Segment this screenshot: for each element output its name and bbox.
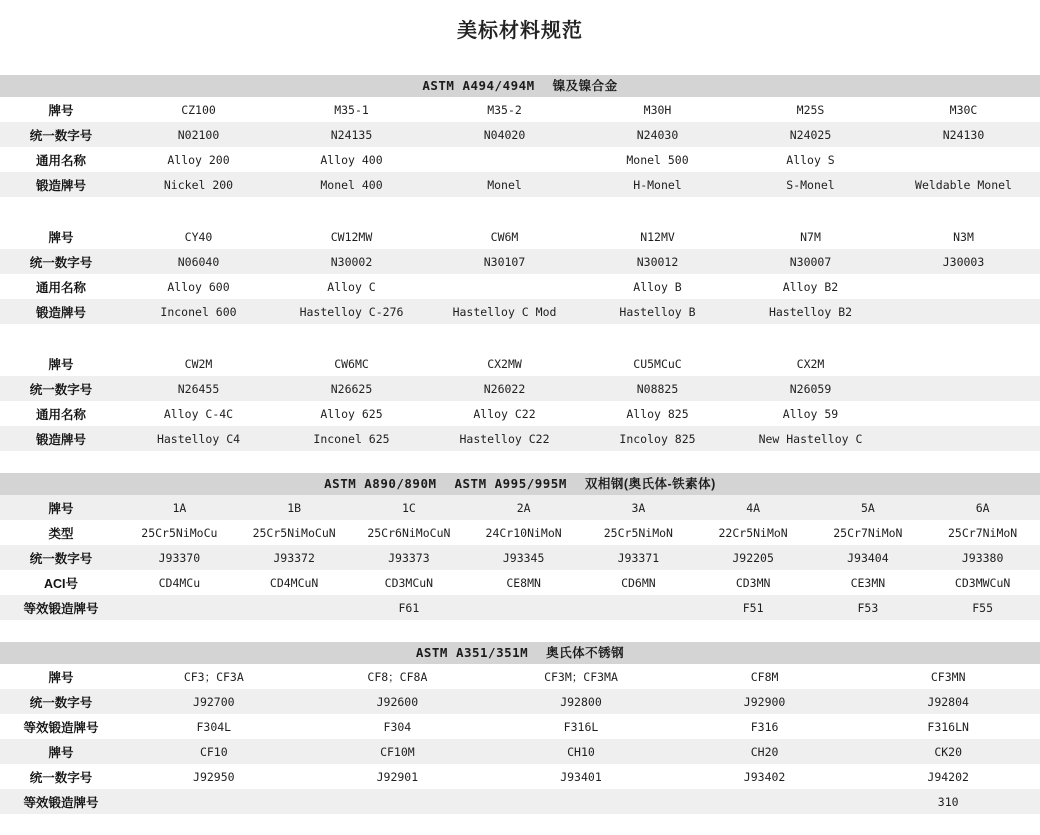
cell: F53 xyxy=(811,595,926,620)
cell xyxy=(237,595,352,620)
table-a351 xyxy=(0,664,1040,814)
cell: CF3M；CF3MA xyxy=(544,669,618,684)
section-standard-label: ASTM A351/351M xyxy=(415,645,529,660)
cell: J93372 xyxy=(237,545,352,570)
cell: 22Cr5NiMoN xyxy=(718,525,788,540)
row-label: 通用名称 xyxy=(35,280,86,295)
row-label: 锻造牌号 xyxy=(0,172,122,197)
section-a890 xyxy=(0,473,1040,620)
cell: J93370 xyxy=(122,545,237,570)
cell xyxy=(428,147,581,172)
table-spacer-row xyxy=(0,324,1040,351)
row-label: 牌号 xyxy=(0,495,122,520)
cell: J93373 xyxy=(352,545,467,570)
table-row xyxy=(0,714,1040,739)
cell: CW12MW xyxy=(330,229,373,244)
cell: CW6M xyxy=(490,229,519,244)
cell: F304L xyxy=(196,719,232,734)
cell: N3M xyxy=(953,229,974,244)
cell xyxy=(581,595,696,620)
cell: 25Cr5NiMoN xyxy=(603,525,673,540)
cell: J92900 xyxy=(673,689,857,714)
cell: CD6MN xyxy=(621,575,656,590)
cell: 3A xyxy=(581,495,696,520)
cell: N04020 xyxy=(428,122,581,147)
row-label: ACI号 xyxy=(43,576,79,591)
cell: J93402 xyxy=(743,769,786,784)
cell: Monel 400 xyxy=(275,172,428,197)
cell: Hastelloy C4 xyxy=(122,426,275,451)
table-row xyxy=(0,376,1040,401)
row-label: 统一数字号 xyxy=(0,376,122,401)
table-a494-block1 xyxy=(0,97,1040,451)
cell xyxy=(122,789,306,814)
table-row xyxy=(0,789,1040,814)
section-a351 xyxy=(0,642,1040,814)
row-label: 通用名称 xyxy=(35,407,86,422)
cell: N02100 xyxy=(122,122,275,147)
cell: 25Cr6NiMoCuN xyxy=(367,525,451,540)
cell xyxy=(887,351,1040,376)
table-row xyxy=(0,520,1040,545)
table-row xyxy=(0,401,1040,426)
cell: CE3MN xyxy=(850,575,886,590)
cell: Weldable Monel xyxy=(887,172,1040,197)
cell: 25Cr7NiMoN xyxy=(833,525,903,540)
table-row xyxy=(0,545,1040,570)
cell: H-Monel xyxy=(581,172,734,197)
cell: F61 xyxy=(352,595,467,620)
section-header-a890 xyxy=(0,473,1040,495)
cell: CU5MCuC xyxy=(633,356,682,371)
cell: Hastelloy C22 xyxy=(428,426,581,451)
row-label: 牌号 xyxy=(48,670,74,685)
page-title: 美标材料规范 xyxy=(457,20,583,42)
table-row xyxy=(0,764,1040,789)
section-header-a494 xyxy=(0,75,1040,97)
row-label: 牌号 xyxy=(48,357,74,372)
cell: J93371 xyxy=(581,545,696,570)
table-row xyxy=(0,274,1040,299)
cell: 1A xyxy=(122,495,237,520)
cell: J93404 xyxy=(811,545,926,570)
section-name-label: 双相钢(奥氏体-铁素体) xyxy=(584,477,716,491)
cell: N06040 xyxy=(122,249,275,274)
cell: N26059 xyxy=(734,376,887,401)
cell: Alloy S xyxy=(786,152,835,167)
cell: CF8；CF8A xyxy=(367,669,428,684)
cell: F51 xyxy=(696,595,811,620)
cell: New Hastelloy C xyxy=(734,426,887,451)
cell: CD3MCuN xyxy=(384,575,434,590)
row-label: 统一数字号 xyxy=(29,770,93,785)
cell xyxy=(887,147,1040,172)
row-label: 等效锻造牌号 xyxy=(0,595,122,620)
cell: F304 xyxy=(383,719,412,734)
cell: CY40 xyxy=(184,229,213,244)
row-label: 等效锻造牌号 xyxy=(0,789,122,814)
row-label: 牌号 xyxy=(0,739,122,764)
cell: J92901 xyxy=(376,769,419,784)
cell xyxy=(673,789,857,814)
cell: N26022 xyxy=(428,376,581,401)
table-row xyxy=(0,426,1040,451)
cell: CF8M xyxy=(750,669,779,684)
cell: F316LN xyxy=(927,719,969,734)
section-a494 xyxy=(0,75,1040,451)
row-label: 牌号 xyxy=(48,230,74,245)
cell xyxy=(887,274,1040,299)
section-standard-label: ASTM A890/890M xyxy=(324,476,437,491)
cell: J92804 xyxy=(856,689,1040,714)
cell: CH10 xyxy=(489,739,673,764)
cell: Monel 500 xyxy=(626,152,689,167)
cell: Alloy 625 xyxy=(320,406,383,421)
row-label: 通用名称 xyxy=(35,153,86,168)
cell: CF10 xyxy=(122,739,306,764)
cell xyxy=(887,299,1040,324)
cell: M25S xyxy=(796,102,825,117)
cell: Alloy 825 xyxy=(626,406,689,421)
table-row xyxy=(0,172,1040,197)
cell: N26625 xyxy=(275,376,428,401)
row-label: 锻造牌号 xyxy=(0,299,122,324)
cell: J93345 xyxy=(466,545,581,570)
row-label: 统一数字号 xyxy=(0,545,122,570)
cell: N30012 xyxy=(581,249,734,274)
cell: CD4MCuN xyxy=(269,575,319,590)
cell: J92600 xyxy=(306,689,490,714)
cell: J93380 xyxy=(925,545,1040,570)
row-label: 锻造牌号 xyxy=(0,426,122,451)
cell: 25Cr5NiMoCu xyxy=(141,525,218,540)
cell: Hastelloy B xyxy=(581,299,734,324)
table-row xyxy=(0,595,1040,620)
cell: S-Monel xyxy=(734,172,887,197)
cell xyxy=(428,274,581,299)
section-standard-label: ASTM A494/494M xyxy=(422,78,535,93)
cell: N24135 xyxy=(275,122,428,147)
table-a890 xyxy=(0,495,1040,620)
cell: Alloy C22 xyxy=(473,406,536,421)
cell: Alloy C-4C xyxy=(163,406,234,421)
cell xyxy=(887,426,1040,451)
cell: J94202 xyxy=(927,769,969,784)
cell: N30002 xyxy=(275,249,428,274)
cell: M35-1 xyxy=(334,102,369,117)
cell: Monel xyxy=(428,172,581,197)
section-standard-label-2: ASTM A995/995M xyxy=(454,476,567,491)
cell xyxy=(122,595,237,620)
cell: J92700 xyxy=(122,689,306,714)
cell xyxy=(489,789,673,814)
cell: Incoloy 825 xyxy=(581,426,734,451)
cell: J30003 xyxy=(887,249,1040,274)
cell: CD4MCu xyxy=(158,575,201,590)
cell: 5A xyxy=(811,495,926,520)
cell: Alloy B2 xyxy=(782,279,839,294)
section-gap-1 xyxy=(0,451,1040,473)
cell: Alloy B xyxy=(633,279,682,294)
cell: Hastelloy C Mod xyxy=(428,299,581,324)
row-label: 统一数字号 xyxy=(0,689,122,714)
cell: Alloy 400 xyxy=(320,152,383,167)
row-label: 等效锻造牌号 xyxy=(23,720,99,735)
cell xyxy=(887,376,1040,401)
table-row xyxy=(0,739,1040,764)
table-row xyxy=(0,299,1040,324)
table-row xyxy=(0,147,1040,172)
cell: CZ100 xyxy=(181,102,216,117)
cell: Alloy 200 xyxy=(167,152,230,167)
cell: Alloy 600 xyxy=(167,279,230,294)
cell: Alloy C xyxy=(327,279,376,294)
row-label: 统一数字号 xyxy=(0,249,122,274)
cell: 24Cr10NiMoN xyxy=(485,525,562,540)
cell: CW6MC xyxy=(334,356,369,371)
cell: CW2M xyxy=(184,356,213,371)
cell: CK20 xyxy=(856,739,1040,764)
cell: 1C xyxy=(352,495,467,520)
cell: J92205 xyxy=(696,545,811,570)
cell: J93401 xyxy=(560,769,602,784)
cell: F316L xyxy=(563,719,599,734)
table-row xyxy=(0,664,1040,689)
cell: 310 xyxy=(856,789,1040,814)
cell: M35-2 xyxy=(487,102,522,117)
cell: Hastelloy B2 xyxy=(734,299,887,324)
cell: Hastelloy C-276 xyxy=(275,299,428,324)
section-header-a351 xyxy=(0,642,1040,664)
table-row xyxy=(0,224,1040,249)
table-row xyxy=(0,122,1040,147)
row-label: 类型 xyxy=(48,526,74,541)
cell: N30007 xyxy=(734,249,887,274)
cell: N30107 xyxy=(428,249,581,274)
cell: 25Cr7NiMoN xyxy=(948,525,1018,540)
row-label: 牌号 xyxy=(48,103,74,118)
cell: J92950 xyxy=(193,769,235,784)
title-spacer xyxy=(0,53,1040,75)
table-row xyxy=(0,351,1040,376)
table-spacer-row xyxy=(0,197,1040,224)
cell: CF3MN xyxy=(930,669,966,684)
cell: N26455 xyxy=(122,376,275,401)
row-label: 统一数字号 xyxy=(0,122,122,147)
cell xyxy=(306,789,490,814)
cell: Alloy 59 xyxy=(782,406,839,421)
cell: N24130 xyxy=(887,122,1040,147)
cell: F55 xyxy=(925,595,1040,620)
cell xyxy=(887,401,1040,426)
cell: 6A xyxy=(925,495,1040,520)
cell: CF10M xyxy=(306,739,490,764)
cell: CX2MW xyxy=(487,356,522,371)
cell: CE8MN xyxy=(506,575,541,590)
table-row xyxy=(0,689,1040,714)
cell xyxy=(466,595,581,620)
cell: 2A xyxy=(466,495,581,520)
cell: CD3MN xyxy=(735,575,771,590)
cell: CX2M xyxy=(796,356,825,371)
cell: M30C xyxy=(949,102,978,117)
cell: N24025 xyxy=(734,122,887,147)
cell: N24030 xyxy=(581,122,734,147)
cell: 25Cr5NiMoCuN xyxy=(252,525,336,540)
section-name-label: 镍及镍合金 xyxy=(552,79,618,93)
cell: F316 xyxy=(750,719,779,734)
cell: Inconel 625 xyxy=(275,426,428,451)
cell: 1B xyxy=(237,495,352,520)
section-gap-2 xyxy=(0,620,1040,642)
cell: CD3MWCuN xyxy=(954,575,1011,590)
table-row xyxy=(0,249,1040,274)
cell: Nickel 200 xyxy=(122,172,275,197)
section-name-label: 奥氏体不锈钢 xyxy=(546,646,625,660)
cell: N7M xyxy=(800,229,821,244)
cell: M30H xyxy=(643,102,672,117)
table-row xyxy=(0,495,1040,520)
table-row xyxy=(0,570,1040,595)
cell: J92800 xyxy=(489,689,673,714)
cell: Inconel 600 xyxy=(122,299,275,324)
cell: CH20 xyxy=(673,739,857,764)
cell: CF3；CF3A xyxy=(183,669,244,684)
cell: 4A xyxy=(696,495,811,520)
table-row xyxy=(0,97,1040,122)
cell: N08825 xyxy=(581,376,734,401)
cell: N12MV xyxy=(640,229,675,244)
